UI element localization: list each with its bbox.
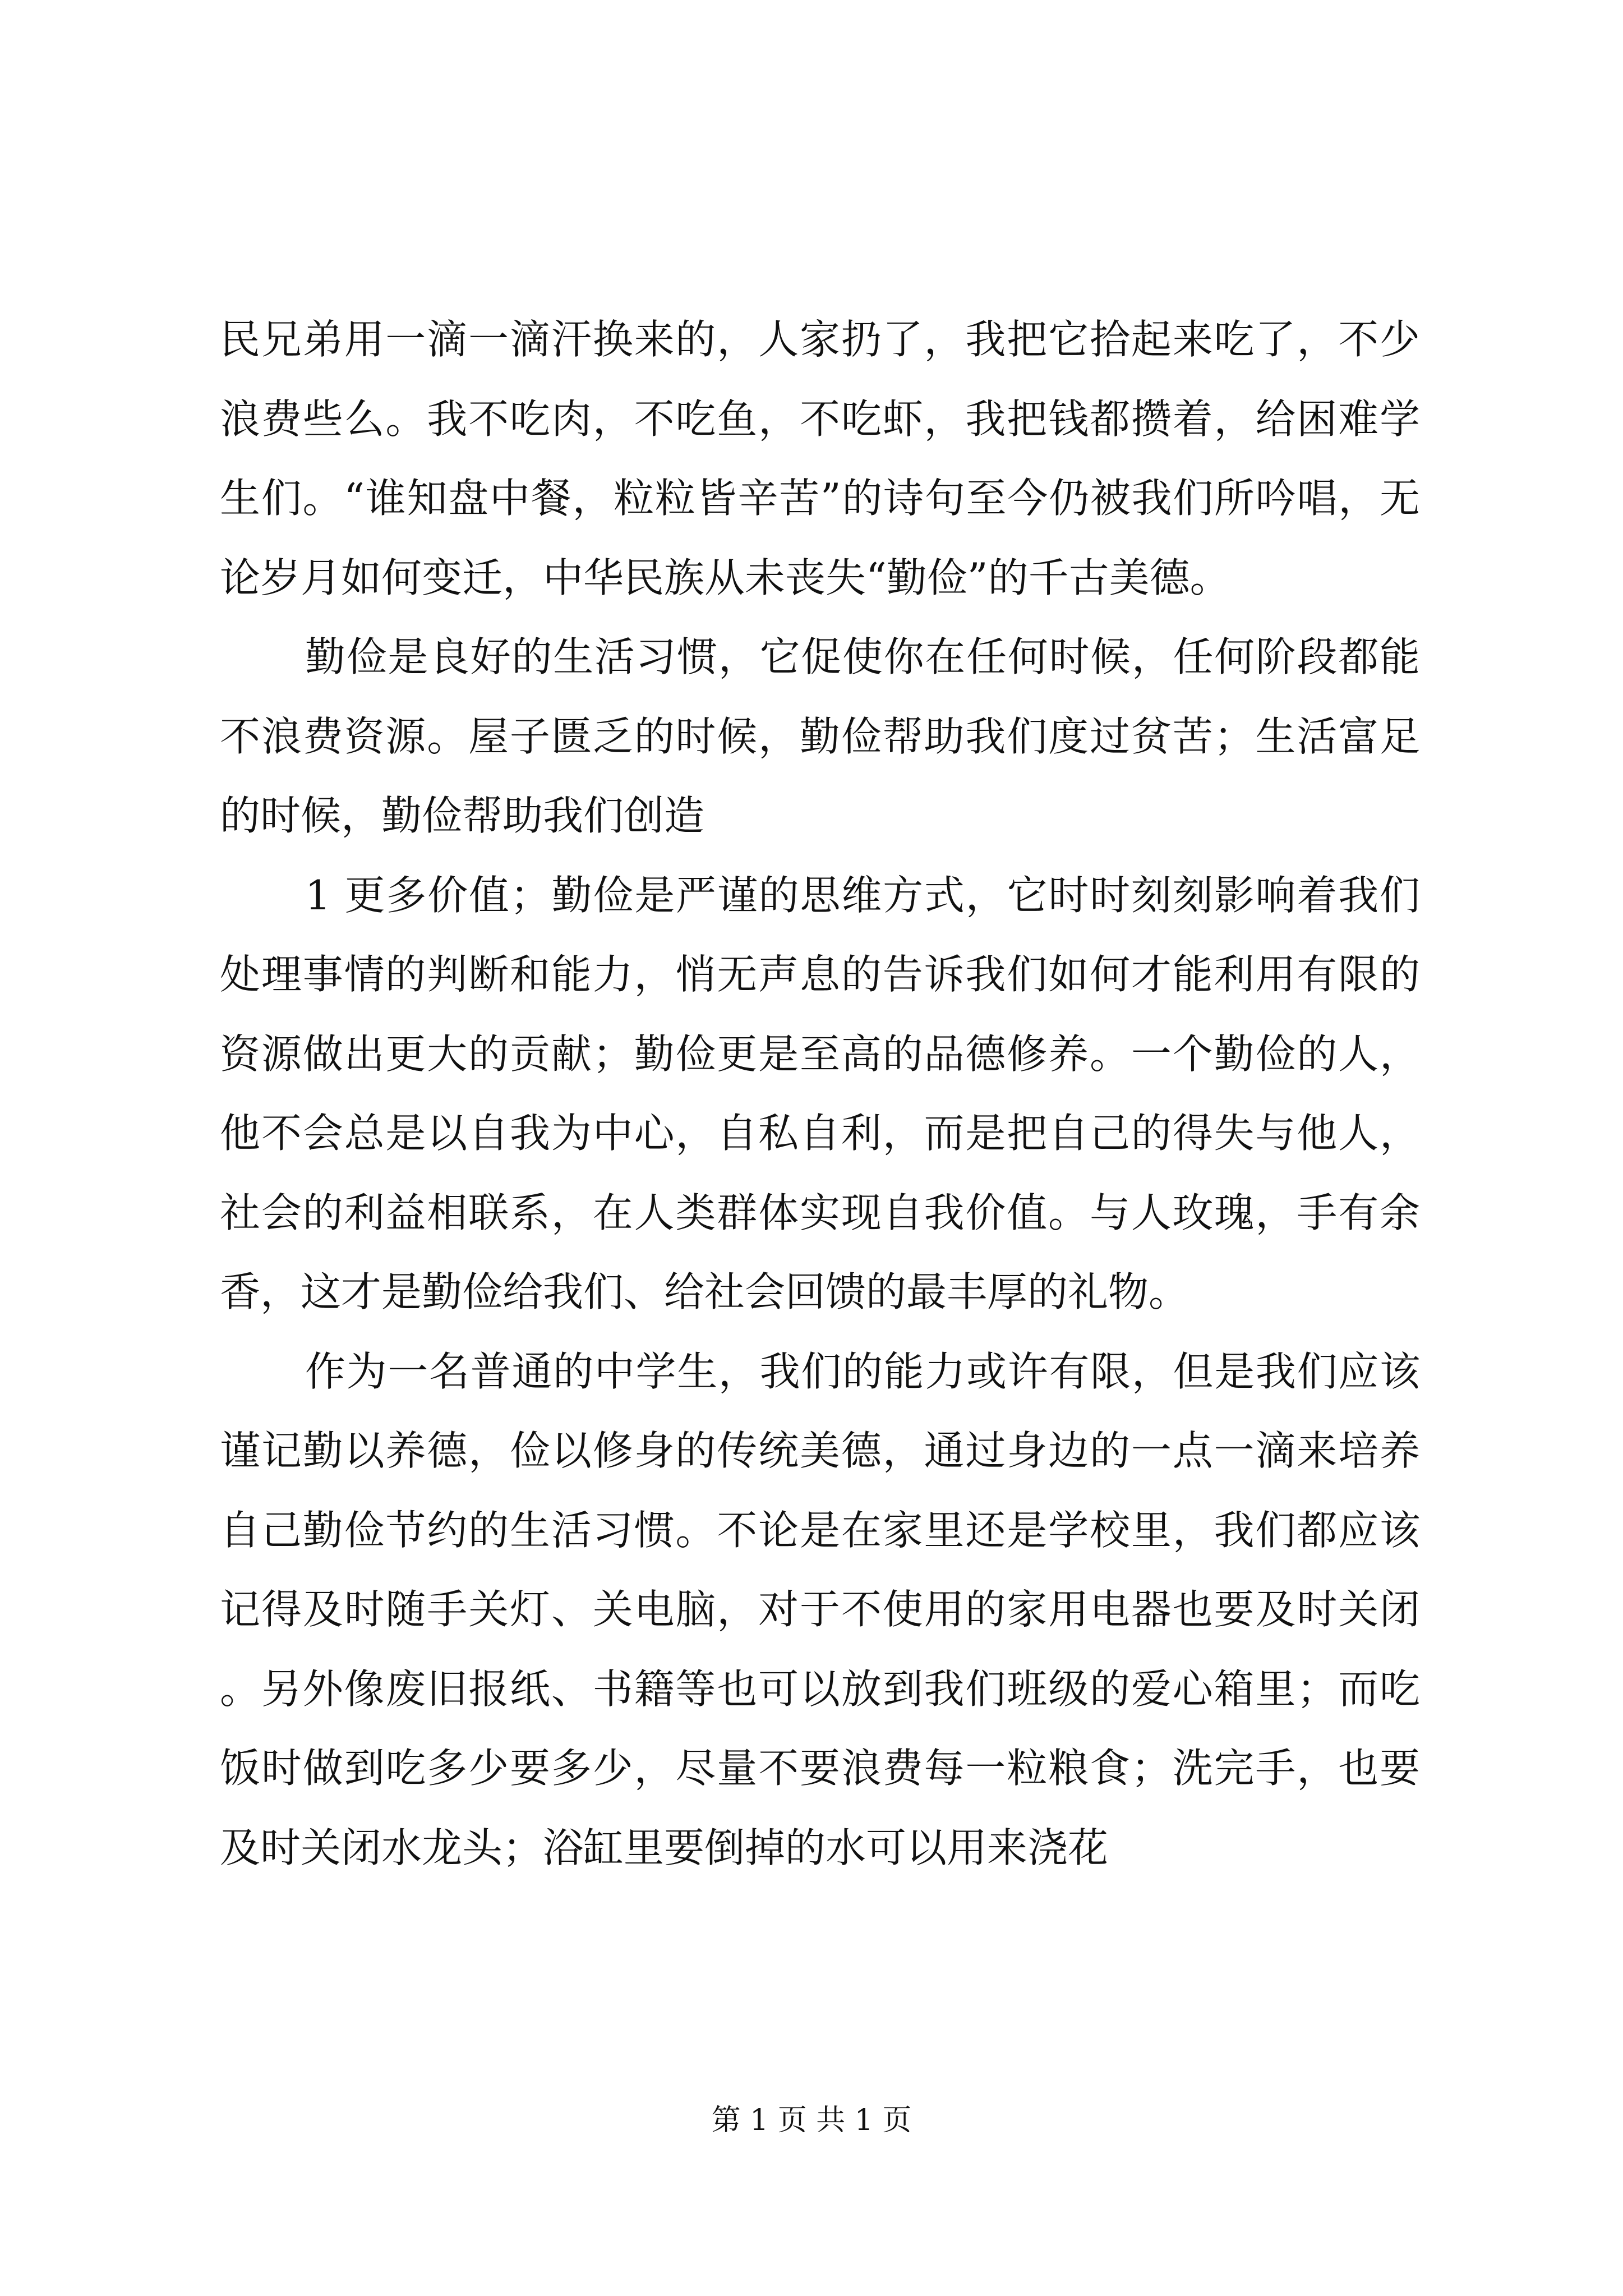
- page-footer: 第 1 页 共 1 页: [711, 2104, 912, 2137]
- paragraph-4: 作为一名普通的中学生，我们的能力或许有限，但是我们应该谨记勤以养德，俭以修身的传统美德，通过身边的一点一滴来培养自己勤俭节约的生活习惯。不论是在家里还是学校里，我们都应该记得及时随手关灯、关电脑，对于不使用的家用电器也要及时关闭。另外像废旧报纸、书籍等也可以放到我们班级的爱心箱里；而吃饭时做到吃多少要多少，尽量不要浪费每一粒粮食；洗完手，也要及时关闭水龙头；浴缸里要倒掉的水可以用来浇花: [220, 1347, 1420, 1871]
- paragraph-1: 民兄弟用一滴一滴汗换来的，人家扔了，我把它拾起来吃了，不少浪费些么。我不吃肉，不吃鱼，不吃虾，我把钱都攒着，给困难学生们。“谁知盘中餐，粒粒皆辛苦”的诗句至今仍被我们所吟唱，无论岁月如何变迁，中华民族从未丧失“勤俭”的千古美德。: [220, 316, 1420, 601]
- paragraph-2: 勤俭是良好的生活习惯，它促使你在任何时候，任何阶段都能不浪费资源。屋子匮乏的时候，勤俭帮助我们度过贫苦；生活富足的时候，勤俭帮助我们创造: [220, 633, 1420, 839]
- document-body: [220, 300, 1420, 1888]
- paragraph-3: 1 更多价值；勤俭是严谨的思维方式，它时时刻刻影响着我们处理事情的判断和能力，悄无声息的告诉我们如何才能利用有限的资源做出更大的贡献；勤俭更是至高的品德修养。一个勤俭的人，他不会总是以自我为中心，自私自利，而是把自己的得失与他人，社会的利益相联系，在人类群体实现自我价值。与人玫瑰，手有余香，这才是勤俭给我们、给社会回馈的最丰厚的礼物。: [220, 871, 1420, 1315]
